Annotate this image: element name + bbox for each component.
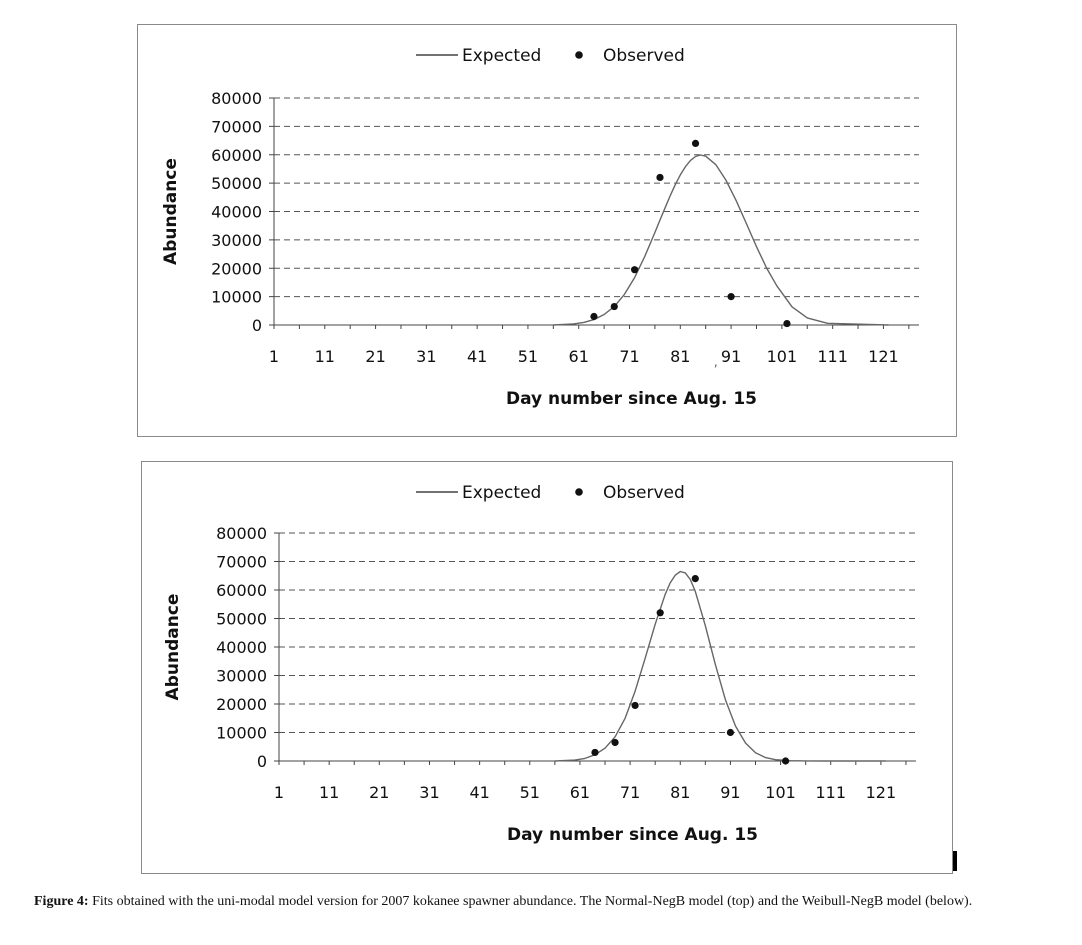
legend	[416, 46, 685, 66]
y-tick-label: 80000	[216, 524, 267, 543]
chart-svg	[138, 25, 958, 438]
x-tick-label: 11	[314, 347, 335, 366]
data-point-observed	[631, 266, 638, 273]
x-tick-label: 21	[365, 347, 386, 366]
x-tick-label: 81	[670, 783, 691, 802]
y-tick-label: 50000	[211, 174, 262, 194]
x-tick-label: 41	[466, 347, 488, 366]
y-tick-label: 0	[256, 752, 267, 771]
y-tick-label: 40000	[216, 638, 267, 657]
chart-bottom-weibull-negb	[141, 461, 953, 874]
x-tick-label: 91	[720, 347, 742, 366]
legend-label-observed: Observed	[603, 483, 685, 503]
y-tick-label: 60000	[216, 581, 267, 600]
y-tick-label: 40000	[211, 202, 262, 222]
data-point-observed	[611, 739, 618, 746]
legend-swatch-observed	[575, 488, 583, 496]
x-tick-label: 101	[765, 783, 796, 802]
x-axis-label: Day number since Aug. 15	[506, 825, 759, 845]
x-tick-label: 111	[815, 783, 847, 802]
chart-svg	[142, 462, 954, 875]
stray-mark: ,	[713, 355, 718, 369]
y-tick-label: 70000	[216, 552, 267, 572]
data-point-observed	[692, 140, 699, 147]
caption-label: Figure 4:	[34, 894, 89, 909]
y-tick-label: 80000	[211, 89, 262, 108]
x-tick-label: 61	[569, 783, 591, 802]
x-tick-label: 11	[318, 783, 340, 802]
x-tick-label: 61	[568, 347, 589, 366]
y-tick-label: 30000	[211, 230, 262, 250]
y-tick-label: 30000	[216, 666, 267, 686]
y-axis-label: Abundance	[161, 158, 181, 265]
data-point-observed	[783, 320, 790, 327]
legend-label-expected: Expected	[462, 483, 542, 503]
data-point-observed	[632, 702, 639, 709]
data-point-observed	[591, 749, 598, 756]
x-tick-label: 71	[619, 783, 641, 802]
x-tick-label: 51	[519, 783, 540, 802]
chart-top-normal-negb	[137, 24, 957, 437]
data-point-observed	[611, 303, 618, 310]
y-tick-label: 20000	[216, 695, 267, 714]
caption-text: Fits obtained with the uni-modal model version for 2007 kokanee spawner abundance. The Normal-NegB model (top) and the Weibull-NegB model (below).	[88, 894, 973, 909]
x-tick-label: 121	[865, 783, 897, 802]
x-tick-label: 121	[868, 347, 899, 366]
legend	[416, 483, 685, 503]
x-tick-label: 111	[817, 347, 848, 366]
legend-swatch-observed	[575, 51, 583, 59]
x-tick-label: 1	[273, 783, 285, 802]
x-tick-label: 31	[416, 347, 437, 366]
x-axis-label: Day number since Aug. 15	[505, 389, 758, 409]
x-tick-label: 41	[469, 783, 490, 802]
data-point-observed	[590, 313, 597, 320]
x-tick-label: 31	[419, 783, 440, 802]
legend-label-observed: Observed	[603, 46, 685, 66]
x-tick-label: 81	[670, 347, 691, 366]
y-tick-label: 10000	[216, 723, 267, 743]
y-tick-label: 50000	[216, 609, 267, 629]
y-tick-label: 60000	[211, 145, 262, 165]
x-tick-label: 101	[766, 347, 798, 366]
legend-label-expected: Expected	[462, 46, 542, 66]
stray-black-mark	[953, 851, 957, 871]
data-point-observed	[657, 609, 664, 616]
x-tick-label: 21	[369, 783, 390, 802]
y-tick-label: 10000	[211, 287, 262, 307]
x-tick-label: 91	[720, 783, 741, 802]
x-tick-label: 51	[517, 347, 539, 366]
y-tick-label: 70000	[211, 117, 262, 137]
y-tick-label: 0	[251, 316, 262, 335]
figure-caption	[34, 892, 1074, 911]
y-axis-label: Abundance	[163, 593, 183, 701]
data-point-observed	[727, 293, 734, 300]
data-point-observed	[692, 575, 699, 582]
data-point-observed	[782, 757, 789, 764]
x-tick-label: 71	[619, 347, 640, 366]
y-tick-label: 20000	[211, 259, 262, 279]
data-point-observed	[727, 729, 734, 736]
x-tick-label: 1	[268, 347, 280, 366]
data-point-observed	[656, 174, 663, 181]
